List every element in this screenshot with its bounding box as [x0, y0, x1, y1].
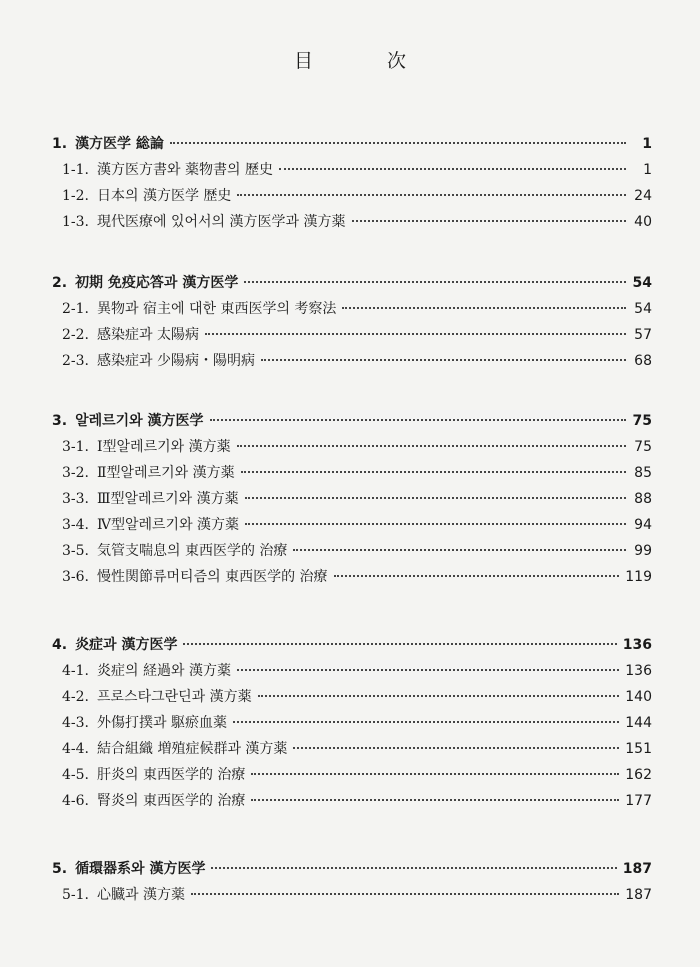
- toc-chapter-entry[interactable]: [52, 856, 652, 882]
- entry-title: 結合組織 増殖症候群과 漢方薬: [97, 741, 288, 757]
- toc-entry[interactable]: [52, 486, 652, 512]
- chapter-number: 2.: [52, 275, 68, 291]
- dot-leader: [205, 333, 626, 335]
- dot-leader: [245, 497, 626, 499]
- page-number: 54: [632, 275, 652, 291]
- dot-leader: [233, 721, 619, 723]
- page-number: 1: [643, 162, 652, 178]
- entry-number: 3-2.: [62, 465, 89, 481]
- dot-leader: [251, 799, 619, 801]
- toc-entry[interactable]: [52, 710, 652, 736]
- toc-entry[interactable]: [52, 538, 652, 564]
- entry-title: 心臓과 漢方薬: [97, 887, 185, 903]
- dot-leader: [237, 445, 626, 447]
- page-number: 75: [632, 413, 652, 429]
- entry-title: 気管支喘息의 東西医学的 治療: [97, 543, 288, 559]
- chapter-number: 1.: [52, 136, 68, 152]
- chapter-title: 炎症과 漢方医学: [75, 637, 178, 653]
- chapter-number: 3.: [52, 413, 68, 429]
- chapter-title: 漢方医学 総論: [75, 136, 164, 152]
- dot-leader: [170, 142, 626, 144]
- entry-number: 3-3.: [62, 491, 89, 507]
- entry-title: 感染症과 太陽病: [97, 327, 199, 343]
- entry-number: 1-3.: [62, 214, 89, 230]
- toc-entry[interactable]: [52, 736, 652, 762]
- dot-leader: [241, 471, 626, 473]
- entry-number: 2-3.: [62, 353, 89, 369]
- entry-title: 肝炎의 東西医学的 治療: [97, 767, 246, 783]
- entry-title: 프로스타그란딘과 漢方薬: [97, 689, 252, 705]
- dot-leader: [237, 669, 619, 671]
- entry-title: 漢方医方書와 薬物書의 歷史: [97, 162, 273, 178]
- page-number: 54: [634, 301, 652, 317]
- entry-title: 腎炎의 東西医学的 治療: [97, 793, 246, 809]
- chapter-title: 循環器系와 漢方医学: [75, 861, 206, 877]
- entry-number: 4-1.: [62, 663, 89, 679]
- dot-leader: [211, 867, 616, 869]
- dot-leader: [191, 893, 619, 895]
- page-number: 136: [622, 637, 652, 653]
- toc-section: [52, 856, 652, 908]
- dot-leader: [183, 643, 616, 645]
- toc-entry[interactable]: [52, 564, 652, 590]
- entry-title: 日本의 漢方医学 歴史: [97, 188, 232, 204]
- toc-entry[interactable]: [52, 788, 652, 814]
- entry-number: 1-2.: [62, 188, 89, 204]
- toc-chapter-entry[interactable]: [52, 131, 652, 157]
- page-number: 75: [634, 439, 652, 455]
- dot-leader: [237, 194, 626, 196]
- page-number: 57: [634, 327, 652, 343]
- toc-entry[interactable]: [52, 183, 652, 209]
- entry-number: 4-4.: [62, 741, 89, 757]
- dot-leader: [293, 747, 619, 749]
- toc-entry[interactable]: [52, 157, 652, 183]
- toc-entry[interactable]: [52, 296, 652, 322]
- page-number: 68: [634, 353, 652, 369]
- entry-number: 1-1.: [62, 162, 89, 178]
- entry-title: Ⅳ型알레르기와 漢方薬: [97, 517, 240, 533]
- dot-leader: [352, 220, 627, 222]
- page-number: 24: [634, 188, 652, 204]
- page-number: 177: [625, 793, 652, 809]
- page-number: 94: [634, 517, 652, 533]
- page-number: 151: [625, 741, 652, 757]
- entry-number: 3-4.: [62, 517, 89, 533]
- toc-entry[interactable]: [52, 209, 652, 235]
- toc-section: [52, 270, 652, 374]
- entry-number: 3-1.: [62, 439, 89, 455]
- page-title: 目 次: [293, 50, 441, 72]
- dot-leader: [210, 419, 626, 421]
- page-number: 1: [642, 136, 652, 152]
- toc-section: [52, 632, 652, 814]
- toc-chapter-entry[interactable]: [52, 408, 652, 434]
- page-number: 187: [622, 861, 652, 877]
- chapter-number: 4.: [52, 637, 68, 653]
- chapter-title: 알레르기와 漢方医学: [75, 413, 204, 429]
- page-number: 99: [634, 543, 652, 559]
- page-number: 144: [625, 715, 652, 731]
- chapter-number: 5.: [52, 861, 68, 877]
- entry-title: 現代医療에 있어서의 漢方医学과 漢方薬: [97, 214, 346, 230]
- entry-number: 4-2.: [62, 689, 89, 705]
- entry-title: 炎症의 経過와 漢方薬: [97, 663, 231, 679]
- entry-title: 異物과 宿主에 대한 東西医学의 考察法: [97, 301, 337, 317]
- page-number: 119: [625, 569, 652, 585]
- page-number: 85: [634, 465, 652, 481]
- dot-leader: [279, 168, 626, 170]
- entry-number: 3-5.: [62, 543, 89, 559]
- entry-number: 4-5.: [62, 767, 89, 783]
- toc-entry[interactable]: [52, 460, 652, 486]
- dot-leader: [244, 281, 626, 283]
- toc-section: [52, 408, 652, 590]
- page-number: 187: [625, 887, 652, 903]
- chapter-title: 初期 免疫応答과 漢方医学: [75, 275, 239, 291]
- entry-number: 2-1.: [62, 301, 89, 317]
- entry-number: 5-1.: [62, 887, 89, 903]
- entry-title: 外傷打撲과 駆瘀血薬: [97, 715, 227, 731]
- entry-title: 感染症과 少陽病・陽明病: [97, 353, 255, 369]
- entry-number: 3-6.: [62, 569, 89, 585]
- page-number: 40: [634, 214, 652, 230]
- page-number: 162: [625, 767, 652, 783]
- entry-title: 慢性関節류머티즘의 東西医学的 治療: [97, 569, 328, 585]
- toc-section: [52, 131, 652, 235]
- dot-leader: [245, 523, 626, 525]
- entry-title: Ⅱ型알레르기와 漢方薬: [97, 465, 235, 481]
- entry-number: 2-2.: [62, 327, 89, 343]
- entry-title: Ⅲ型알레르기와 漢方薬: [97, 491, 239, 507]
- toc-entry[interactable]: [52, 658, 652, 684]
- dot-leader: [258, 695, 620, 697]
- toc-entry[interactable]: [52, 348, 652, 374]
- toc-entry[interactable]: [52, 684, 652, 710]
- page-number: 136: [625, 663, 652, 679]
- toc-entry[interactable]: [52, 512, 652, 538]
- dot-leader: [261, 359, 626, 361]
- page-number: 140: [625, 689, 652, 705]
- toc-chapter-entry[interactable]: [52, 632, 652, 658]
- toc-entry[interactable]: [52, 882, 652, 908]
- entry-number: 4-3.: [62, 715, 89, 731]
- dot-leader: [334, 575, 620, 577]
- toc-entry[interactable]: [52, 434, 652, 460]
- toc-chapter-entry[interactable]: [52, 270, 652, 296]
- dot-leader: [251, 773, 619, 775]
- toc-entry[interactable]: [52, 762, 652, 788]
- entry-title: Ⅰ型알레르기와 漢方薬: [97, 439, 231, 455]
- entry-number: 4-6.: [62, 793, 89, 809]
- dot-leader: [342, 307, 626, 309]
- toc-entry[interactable]: [52, 322, 652, 348]
- dot-leader: [293, 549, 626, 551]
- page-number: 88: [634, 491, 652, 507]
